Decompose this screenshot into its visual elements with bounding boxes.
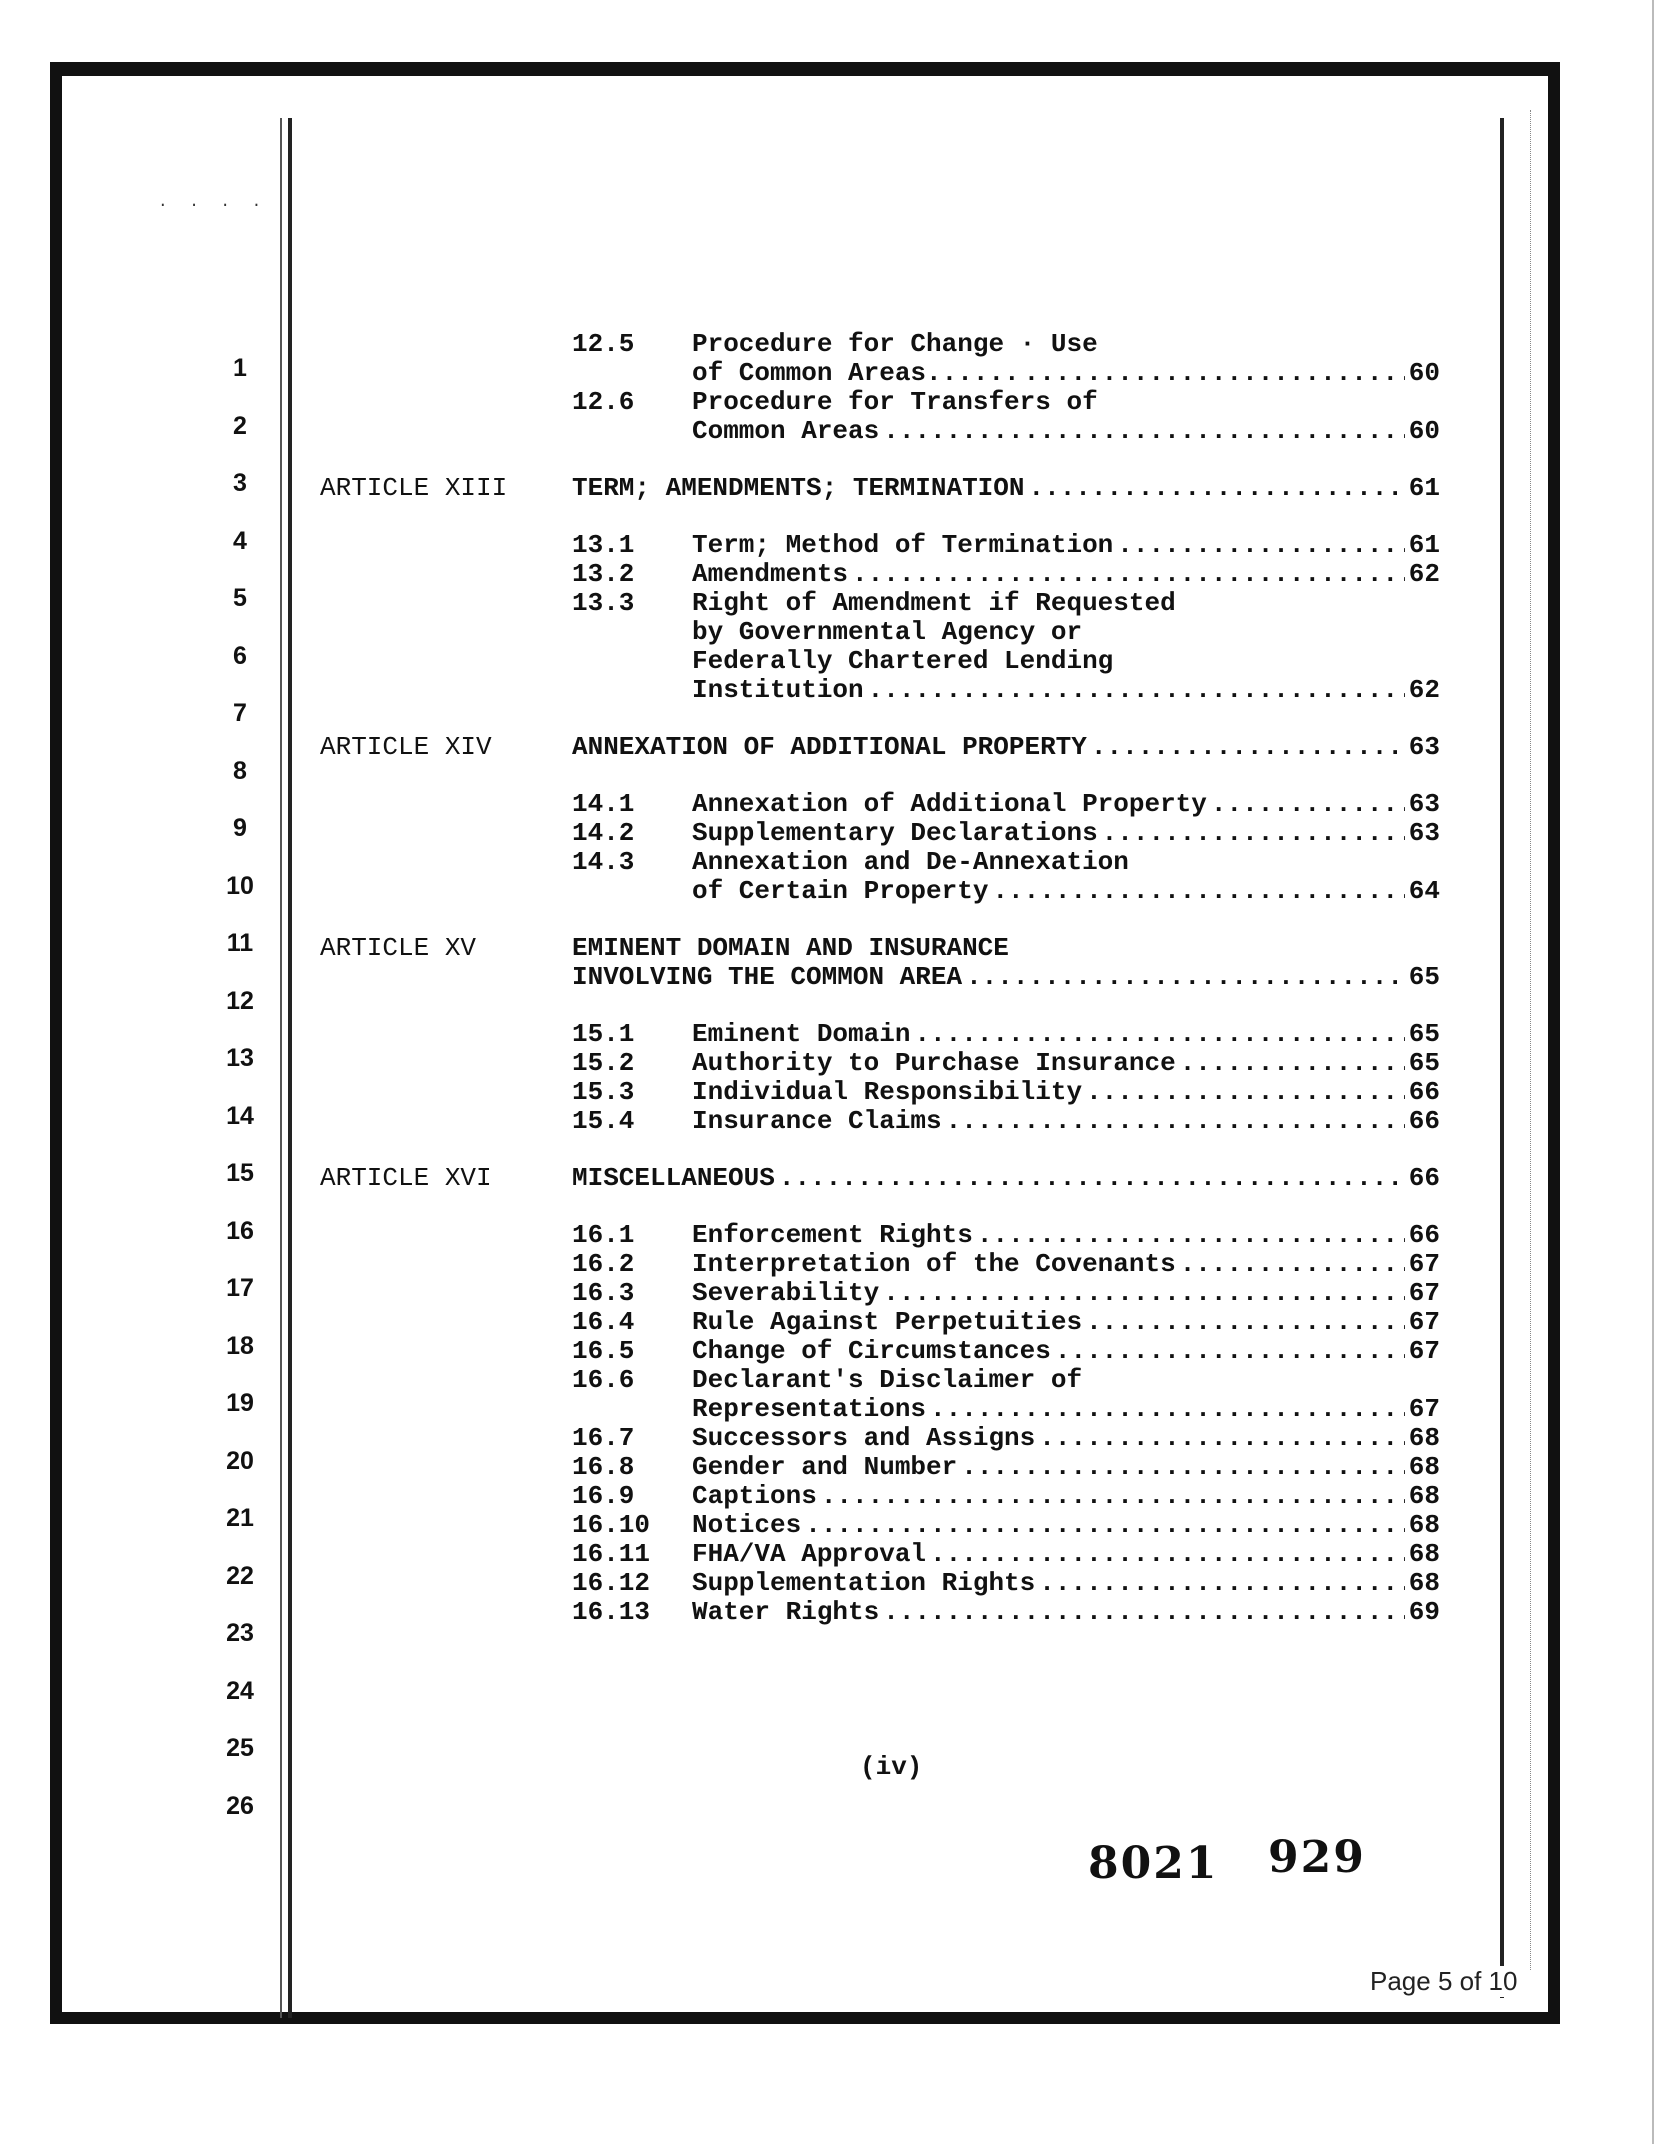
left-margin-rule-thin bbox=[280, 118, 282, 2018]
section-number: 15.4 bbox=[572, 1106, 635, 1136]
page-ref: 61 bbox=[1408, 473, 1440, 503]
section-title: Change of Circumstances bbox=[692, 1336, 1051, 1366]
section-title-cont bbox=[692, 359, 1440, 388]
section-title-wrap bbox=[692, 531, 1440, 560]
line-number: 12 bbox=[226, 986, 254, 1015]
article-title: TERM; AMENDMENTS; TERMINATION bbox=[572, 473, 1025, 503]
section-title-wrap bbox=[692, 1540, 1440, 1569]
toc-entry-16-6 bbox=[320, 1366, 1440, 1395]
recording-stamp-page: 929 bbox=[1268, 1832, 1366, 1883]
section-title-cont bbox=[692, 417, 1440, 446]
article-label: ARTICLE XV bbox=[320, 933, 477, 963]
page-ref: 68 bbox=[1408, 1423, 1440, 1453]
toc-entry-13-3 bbox=[320, 589, 1440, 618]
toc-entry-13-3-cont bbox=[320, 676, 1440, 705]
section-number: 13.3 bbox=[572, 588, 635, 618]
toc-entry-16-12 bbox=[320, 1569, 1440, 1598]
line-number: 16 bbox=[226, 1216, 254, 1245]
section-title-wrap bbox=[692, 1337, 1440, 1366]
section-title-wrap bbox=[692, 676, 1440, 705]
section-title: Authority to Purchase Insurance bbox=[692, 1048, 1176, 1078]
line-number: 25 bbox=[226, 1734, 254, 1762]
line-number: 5 bbox=[233, 584, 247, 612]
page-ref: 66 bbox=[1408, 1163, 1440, 1193]
page-ref: 67 bbox=[1408, 1336, 1440, 1366]
viewer-edge bbox=[1652, 0, 1654, 2144]
page-ref: 68 bbox=[1408, 1481, 1440, 1511]
line-number: 9 bbox=[233, 814, 247, 842]
section-title: Procedure for Transfers of bbox=[692, 387, 1098, 417]
leader-dots bbox=[1102, 819, 1405, 848]
article-title: MISCELLANEOUS bbox=[572, 1163, 775, 1193]
leader-dots bbox=[946, 1107, 1405, 1136]
line-number: 22 bbox=[226, 1561, 254, 1590]
section-title-wrap bbox=[692, 1395, 1440, 1424]
line-number: 7 bbox=[233, 699, 247, 727]
leader-dots bbox=[1024, 359, 1405, 388]
leader-dots bbox=[868, 676, 1405, 705]
line-number: 13 bbox=[226, 1044, 254, 1072]
toc-entry-15-3 bbox=[320, 1078, 1440, 1107]
leader-dots bbox=[821, 1482, 1405, 1511]
section-number: 15.1 bbox=[572, 1019, 635, 1049]
toc-entry-15-1 bbox=[320, 1020, 1440, 1049]
line-number: 18 bbox=[226, 1331, 254, 1360]
section-title-wrap bbox=[692, 1020, 1440, 1049]
toc-entry-13-3-cont bbox=[320, 647, 1440, 676]
section-title-wrap bbox=[692, 877, 1440, 906]
toc-entry-16-8 bbox=[320, 1453, 1440, 1482]
article-title-wrap bbox=[572, 474, 1440, 503]
page-ref: 63 bbox=[1408, 732, 1440, 762]
leader-dots bbox=[779, 1164, 1405, 1193]
toc-entry-16-13 bbox=[320, 1598, 1440, 1627]
line-number: 3 bbox=[233, 469, 247, 497]
leader-dots bbox=[883, 1598, 1405, 1627]
page-ref: 67 bbox=[1408, 1278, 1440, 1308]
section-number: 16.5 bbox=[572, 1336, 635, 1366]
line-number: 6 bbox=[233, 641, 247, 670]
toc-entry-16-4 bbox=[320, 1308, 1440, 1337]
section-title: Annexation and De-Annexation bbox=[692, 847, 1129, 877]
leader-dots bbox=[852, 560, 1405, 589]
toc-entry-14-3 bbox=[320, 848, 1440, 877]
leader-dots bbox=[977, 1221, 1405, 1250]
leader-dots bbox=[1028, 474, 1404, 503]
scan-speck: · · · · bbox=[158, 196, 268, 214]
section-number: 16.12 bbox=[572, 1568, 651, 1598]
section-title-wrap bbox=[692, 1511, 1440, 1540]
article-title-wrap bbox=[572, 963, 1440, 992]
section-title-wrap bbox=[692, 1279, 1440, 1308]
line-number: 23 bbox=[226, 1619, 254, 1647]
section-title: Insurance Claims bbox=[692, 1106, 942, 1136]
toc-entry-16-2 bbox=[320, 1250, 1440, 1279]
section-title: Successors and Assigns bbox=[692, 1423, 1036, 1453]
line-number: 2 bbox=[233, 411, 247, 440]
leader-dots bbox=[966, 963, 1405, 992]
line-number: 17 bbox=[226, 1274, 254, 1302]
leader-dots bbox=[1039, 1424, 1405, 1453]
section-title-wrap bbox=[692, 560, 1440, 589]
section-title-wrap bbox=[692, 1308, 1440, 1337]
toc-entry-16-3 bbox=[320, 1279, 1440, 1308]
leader-dots bbox=[1086, 1308, 1405, 1337]
line-number: 8 bbox=[233, 756, 247, 785]
line-number: 10 bbox=[226, 871, 254, 900]
line-number: 11 bbox=[226, 929, 254, 957]
line-number: 15 bbox=[226, 1159, 254, 1187]
section-number: 16.9 bbox=[572, 1481, 635, 1511]
line-number: 4 bbox=[233, 526, 247, 555]
toc-entry-14-2 bbox=[320, 819, 1440, 848]
section-title-line: Representations bbox=[692, 1394, 927, 1424]
article-label: ARTICLE XVI bbox=[320, 1163, 492, 1193]
section-number: 13.2 bbox=[572, 559, 635, 589]
line-numbers bbox=[215, 340, 265, 1835]
leader-dots bbox=[805, 1511, 1405, 1540]
leader-dots bbox=[1180, 1250, 1405, 1279]
toc-entry-16-5 bbox=[320, 1337, 1440, 1366]
page-ref: 60 bbox=[1408, 358, 1440, 388]
leader-dots bbox=[961, 1453, 1405, 1482]
section-number: 14.1 bbox=[572, 789, 635, 819]
section-title: Enforcement Rights bbox=[692, 1220, 973, 1250]
article-title-line: INVOLVING THE COMMON AREA bbox=[572, 962, 963, 992]
section-title: Captions bbox=[692, 1481, 817, 1511]
leader-dots bbox=[992, 877, 1404, 906]
section-title-wrap bbox=[692, 819, 1440, 848]
section-title: Supplementation Rights bbox=[692, 1568, 1036, 1598]
toc-article-15-cont bbox=[320, 963, 1440, 992]
section-number: 16.10 bbox=[572, 1510, 651, 1540]
section-title-wrap bbox=[692, 1598, 1440, 1627]
line-number: 24 bbox=[226, 1676, 254, 1705]
section-title: Right of Amendment if Requested bbox=[692, 588, 1176, 618]
page-ref: 60 bbox=[1408, 416, 1440, 446]
right-margin-rule bbox=[1500, 118, 1504, 1998]
page-ref: 68 bbox=[1408, 1568, 1440, 1598]
section-title: Individual Responsibility bbox=[692, 1077, 1083, 1107]
section-number: 12.5 bbox=[572, 329, 635, 359]
leader-dots bbox=[883, 1279, 1405, 1308]
section-title-wrap bbox=[692, 1221, 1440, 1250]
scan-edge-strip bbox=[1530, 110, 1555, 1970]
page-ref: 63 bbox=[1408, 818, 1440, 848]
section-title-line: Common Areas bbox=[692, 416, 880, 446]
toc-entry-15-4 bbox=[320, 1107, 1440, 1136]
section-number: 16.2 bbox=[572, 1249, 635, 1279]
leader-dots bbox=[1180, 1049, 1405, 1078]
leader-dots bbox=[1117, 531, 1405, 560]
section-title-line: by Governmental Agency or bbox=[692, 617, 1083, 647]
section-title: Eminent Domain bbox=[692, 1019, 911, 1049]
toc-entry-12-6 bbox=[320, 388, 1440, 417]
article-title-wrap bbox=[572, 733, 1440, 762]
toc-entry-16-7 bbox=[320, 1424, 1440, 1453]
line-number: 26 bbox=[226, 1791, 254, 1820]
toc-entry-12-5 bbox=[320, 330, 1440, 359]
section-number: 16.6 bbox=[572, 1365, 635, 1395]
section-title: Declarant's Disclaimer of bbox=[692, 1365, 1083, 1395]
page-ref: 64 bbox=[1408, 876, 1440, 906]
section-title: Supplementary Declarations bbox=[692, 818, 1098, 848]
section-title: Term; Method of Termination bbox=[692, 530, 1114, 560]
section-number: 13.1 bbox=[572, 530, 635, 560]
article-title: EMINENT DOMAIN AND INSURANCE bbox=[572, 933, 1009, 963]
toc-entry-13-3-cont bbox=[320, 618, 1440, 647]
page-ref: 63 bbox=[1408, 789, 1440, 819]
table-of-contents bbox=[320, 330, 1440, 1627]
line-number: 14 bbox=[226, 1101, 254, 1130]
toc-entry-12-5-cont bbox=[320, 359, 1440, 388]
article-label: ARTICLE XIII bbox=[320, 473, 508, 503]
page-ref: 69 bbox=[1408, 1597, 1440, 1627]
line-number: 21 bbox=[226, 1504, 254, 1532]
section-number: 16.1 bbox=[572, 1220, 635, 1250]
section-number: 14.3 bbox=[572, 847, 635, 877]
toc-entry-16-9 bbox=[320, 1482, 1440, 1511]
toc-entry-13-1 bbox=[320, 531, 1440, 560]
toc-entry-16-6-cont bbox=[320, 1395, 1440, 1424]
section-title-wrap bbox=[692, 1107, 1440, 1136]
page-ref: 66 bbox=[1408, 1106, 1440, 1136]
section-title: FHA/VA Approval bbox=[692, 1539, 927, 1569]
page-ref: 66 bbox=[1408, 1220, 1440, 1250]
toc-entry-16-1 bbox=[320, 1221, 1440, 1250]
section-number: 16.8 bbox=[572, 1452, 635, 1482]
article-title-wrap bbox=[572, 1164, 1440, 1193]
section-number: 15.3 bbox=[572, 1077, 635, 1107]
toc-article-14 bbox=[320, 733, 1440, 762]
leader-dots bbox=[1039, 1569, 1405, 1598]
section-title: Water Rights bbox=[692, 1597, 880, 1627]
roman-page-number: (iv) bbox=[860, 1752, 923, 1782]
section-number: 16.11 bbox=[572, 1539, 651, 1569]
toc-entry-12-6-cont bbox=[320, 417, 1440, 446]
line-number: 19 bbox=[226, 1389, 254, 1417]
section-number: 16.13 bbox=[572, 1597, 651, 1627]
page-ref: 65 bbox=[1408, 1019, 1440, 1049]
section-number: 16.3 bbox=[572, 1278, 635, 1308]
section-number: 16.7 bbox=[572, 1423, 635, 1453]
section-title-wrap bbox=[692, 1049, 1440, 1078]
leader-dots bbox=[1211, 790, 1405, 819]
section-title-wrap bbox=[692, 1569, 1440, 1598]
toc-entry-16-11 bbox=[320, 1540, 1440, 1569]
leader-dots bbox=[914, 1020, 1404, 1049]
section-number: 12.6 bbox=[572, 387, 635, 417]
toc-article-13 bbox=[320, 474, 1440, 503]
section-title-line: of Certain Property bbox=[692, 876, 989, 906]
section-title: Amendments bbox=[692, 559, 849, 589]
page-ref: 68 bbox=[1408, 1539, 1440, 1569]
section-title-wrap bbox=[692, 1250, 1440, 1279]
page-ref: 68 bbox=[1408, 1452, 1440, 1482]
section-title-wrap bbox=[692, 1424, 1440, 1453]
section-title: Procedure for Change · Use bbox=[692, 329, 1098, 359]
section-title: Severability bbox=[692, 1278, 880, 1308]
section-title: Gender and Number bbox=[692, 1452, 958, 1482]
leader-dots bbox=[1091, 733, 1405, 762]
section-title-line: Federally Chartered Lending bbox=[692, 646, 1114, 676]
page-ref: 68 bbox=[1408, 1510, 1440, 1540]
toc-entry-13-2 bbox=[320, 560, 1440, 589]
section-title-wrap bbox=[692, 1482, 1440, 1511]
toc-entry-14-3-cont bbox=[320, 877, 1440, 906]
section-title: Notices bbox=[692, 1510, 802, 1540]
page-ref: 66 bbox=[1408, 1077, 1440, 1107]
toc-entry-15-2 bbox=[320, 1049, 1440, 1078]
leader-dots bbox=[930, 1540, 1405, 1569]
section-title: Rule Against Perpetuities bbox=[692, 1307, 1083, 1337]
section-number: 15.2 bbox=[572, 1048, 635, 1078]
article-label: ARTICLE XIV bbox=[320, 732, 492, 762]
page-ref: 65 bbox=[1408, 962, 1440, 992]
recording-stamp-book: 8021 bbox=[1088, 1838, 1219, 1889]
toc-article-16 bbox=[320, 1164, 1440, 1193]
section-number: 14.2 bbox=[572, 818, 635, 848]
page-ref: 67 bbox=[1408, 1249, 1440, 1279]
page-ref: 62 bbox=[1408, 559, 1440, 589]
toc-article-15 bbox=[320, 934, 1440, 963]
line-number: 1 bbox=[233, 354, 247, 382]
article-title: ANNEXATION OF ADDITIONAL PROPERTY bbox=[572, 732, 1087, 762]
left-margin-rule bbox=[288, 118, 292, 2018]
section-title-wrap bbox=[692, 1078, 1440, 1107]
page-ref: 67 bbox=[1408, 1394, 1440, 1424]
toc-entry-14-1 bbox=[320, 790, 1440, 819]
toc-entry-16-10 bbox=[320, 1511, 1440, 1540]
section-title-wrap bbox=[692, 790, 1440, 819]
page-ref: 62 bbox=[1408, 675, 1440, 705]
page-ref: 65 bbox=[1408, 1048, 1440, 1078]
leader-dots bbox=[883, 417, 1405, 446]
section-title-wrap bbox=[692, 1453, 1440, 1482]
line-number: 20 bbox=[226, 1446, 254, 1475]
page-count-label: Page 5 of 10 bbox=[1366, 1966, 1521, 1997]
section-title-line: of Common Areas...... bbox=[692, 358, 1020, 388]
leader-dots bbox=[1086, 1078, 1405, 1107]
page-ref: 67 bbox=[1408, 1307, 1440, 1337]
section-title: Annexation of Additional Property bbox=[692, 789, 1207, 819]
section-title-line: Institution bbox=[692, 675, 864, 705]
page-ref: 61 bbox=[1408, 530, 1440, 560]
leader-dots bbox=[930, 1395, 1405, 1424]
section-title: Interpretation of the Covenants bbox=[692, 1249, 1176, 1279]
section-number: 16.4 bbox=[572, 1307, 635, 1337]
leader-dots bbox=[1055, 1337, 1405, 1366]
